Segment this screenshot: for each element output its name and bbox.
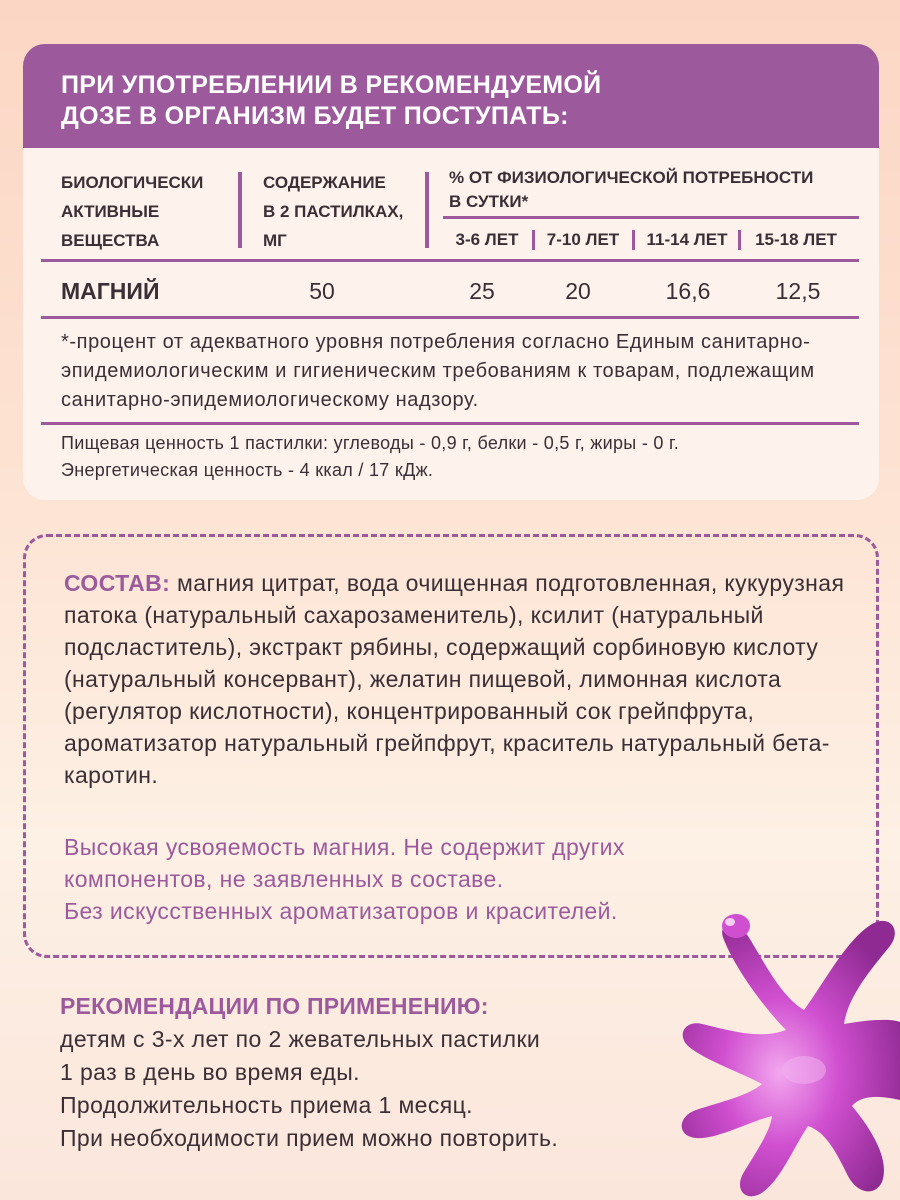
percent-3-6: 25 xyxy=(469,278,495,304)
card-title-line2: ДОЗЕ В ОРГАНИЗМ БУДЕТ ПОСТУПАТЬ: xyxy=(61,102,569,130)
composition-note-line: Высокая усвояемость магния. Не содержит других xyxy=(64,834,625,860)
header-content xyxy=(263,168,433,255)
header-content-line: МГ xyxy=(263,231,287,250)
table-row-divider xyxy=(41,316,859,319)
column-divider xyxy=(238,172,242,248)
header-percent-line: В СУТКИ* xyxy=(449,192,529,211)
age-group-3-6: 3-6 ЛЕТ xyxy=(455,230,519,249)
composition-box xyxy=(23,534,879,958)
card-title xyxy=(23,44,879,148)
nutrition-card xyxy=(23,44,879,500)
header-content-line: СОДЕРЖАНИЕ xyxy=(263,173,386,192)
age-group-15-18: 15-18 ЛЕТ xyxy=(755,230,837,249)
composition-ingredients: магния цитрат, вода очищенная подготовленная, кукурузная патока (натуральный сахарозаменитель), ксилит (натуральный подсластитель), экстракт рябины, содержащий сорбиновую кислоту (натуральный консервант), желатин пищевой, лимонная кислота (регулятор кислотности), концентрированный сок грейпфрута, ароматизатор натуральный грейпфрут, краситель натуральный бета-каротин. xyxy=(64,570,845,788)
recommendation-line: 1 раз в день во время еды. xyxy=(60,1059,360,1085)
percent-11-14: 16,6 xyxy=(665,278,711,304)
purple-splash-icon xyxy=(676,900,900,1200)
column-divider xyxy=(425,172,429,248)
recommendations-title: РЕКОМЕНДАЦИИ ПО ПРИМЕНЕНИЮ: xyxy=(60,993,489,1019)
footnote-divider xyxy=(41,422,859,425)
recommendations xyxy=(60,990,710,1155)
percent-7-10: 20 xyxy=(565,278,591,304)
table-header-divider xyxy=(41,259,859,262)
nutrient-content: 50 xyxy=(309,278,335,304)
card-title-line1: ПРИ УПОТРЕБЛЕНИИ В РЕКОМЕНДУЕМОЙ xyxy=(61,71,602,99)
header-percent xyxy=(449,166,869,214)
recommendation-line: детям с 3-х лет по 2 жевательных пастилки xyxy=(60,1026,541,1052)
header-substance-line: ВЕЩЕСТВА xyxy=(61,231,160,250)
recommendation-line: Продолжительность приема 1 месяц. xyxy=(60,1092,473,1118)
age-group-7-10: 7-10 ЛЕТ xyxy=(546,230,620,249)
composition-text xyxy=(64,567,854,791)
energy-line: Энергетическая ценность - 4 ккал / 17 кДж. xyxy=(61,460,434,480)
nutrition-line: Пищевая ценность 1 пастилки: углеводы - 0,9 г, белки - 0,5 г, жиры - 0 г. xyxy=(61,433,680,453)
composition-label: СОСТАВ: xyxy=(64,570,171,596)
header-content-line: В 2 ПАСТИЛКАХ, xyxy=(263,202,404,221)
header-percent-line: % ОТ ФИЗИОЛОГИЧЕСКОЙ ПОТРЕБНОСТИ xyxy=(449,168,814,187)
percent-15-18: 12,5 xyxy=(775,278,821,304)
composition-note-line: компонентов, не заявленных в составе. xyxy=(64,866,504,892)
age-group-11-14: 11-14 ЛЕТ xyxy=(646,230,728,249)
footnote: *-процент от адекватного уровня потребления согласно Единым санитарно-эпидемиологическим и гигиеническим требованиям к товарам, подлежащим санитарно-эпидемиологическому надзору. xyxy=(61,331,815,411)
percent-header-underline xyxy=(443,216,859,219)
nutrition-value xyxy=(61,430,871,484)
composition-note-line: Без искусственных ароматизаторов и красителей. xyxy=(64,898,618,924)
header-substance xyxy=(61,168,231,255)
header-substance-line: АКТИВНЫЕ xyxy=(61,202,160,221)
nutrient-name: МАГНИЙ xyxy=(61,278,160,304)
header-substance-line: БИОЛОГИЧЕСКИ xyxy=(61,173,204,192)
recommendation-line: При необходимости прием можно повторить. xyxy=(60,1125,559,1151)
